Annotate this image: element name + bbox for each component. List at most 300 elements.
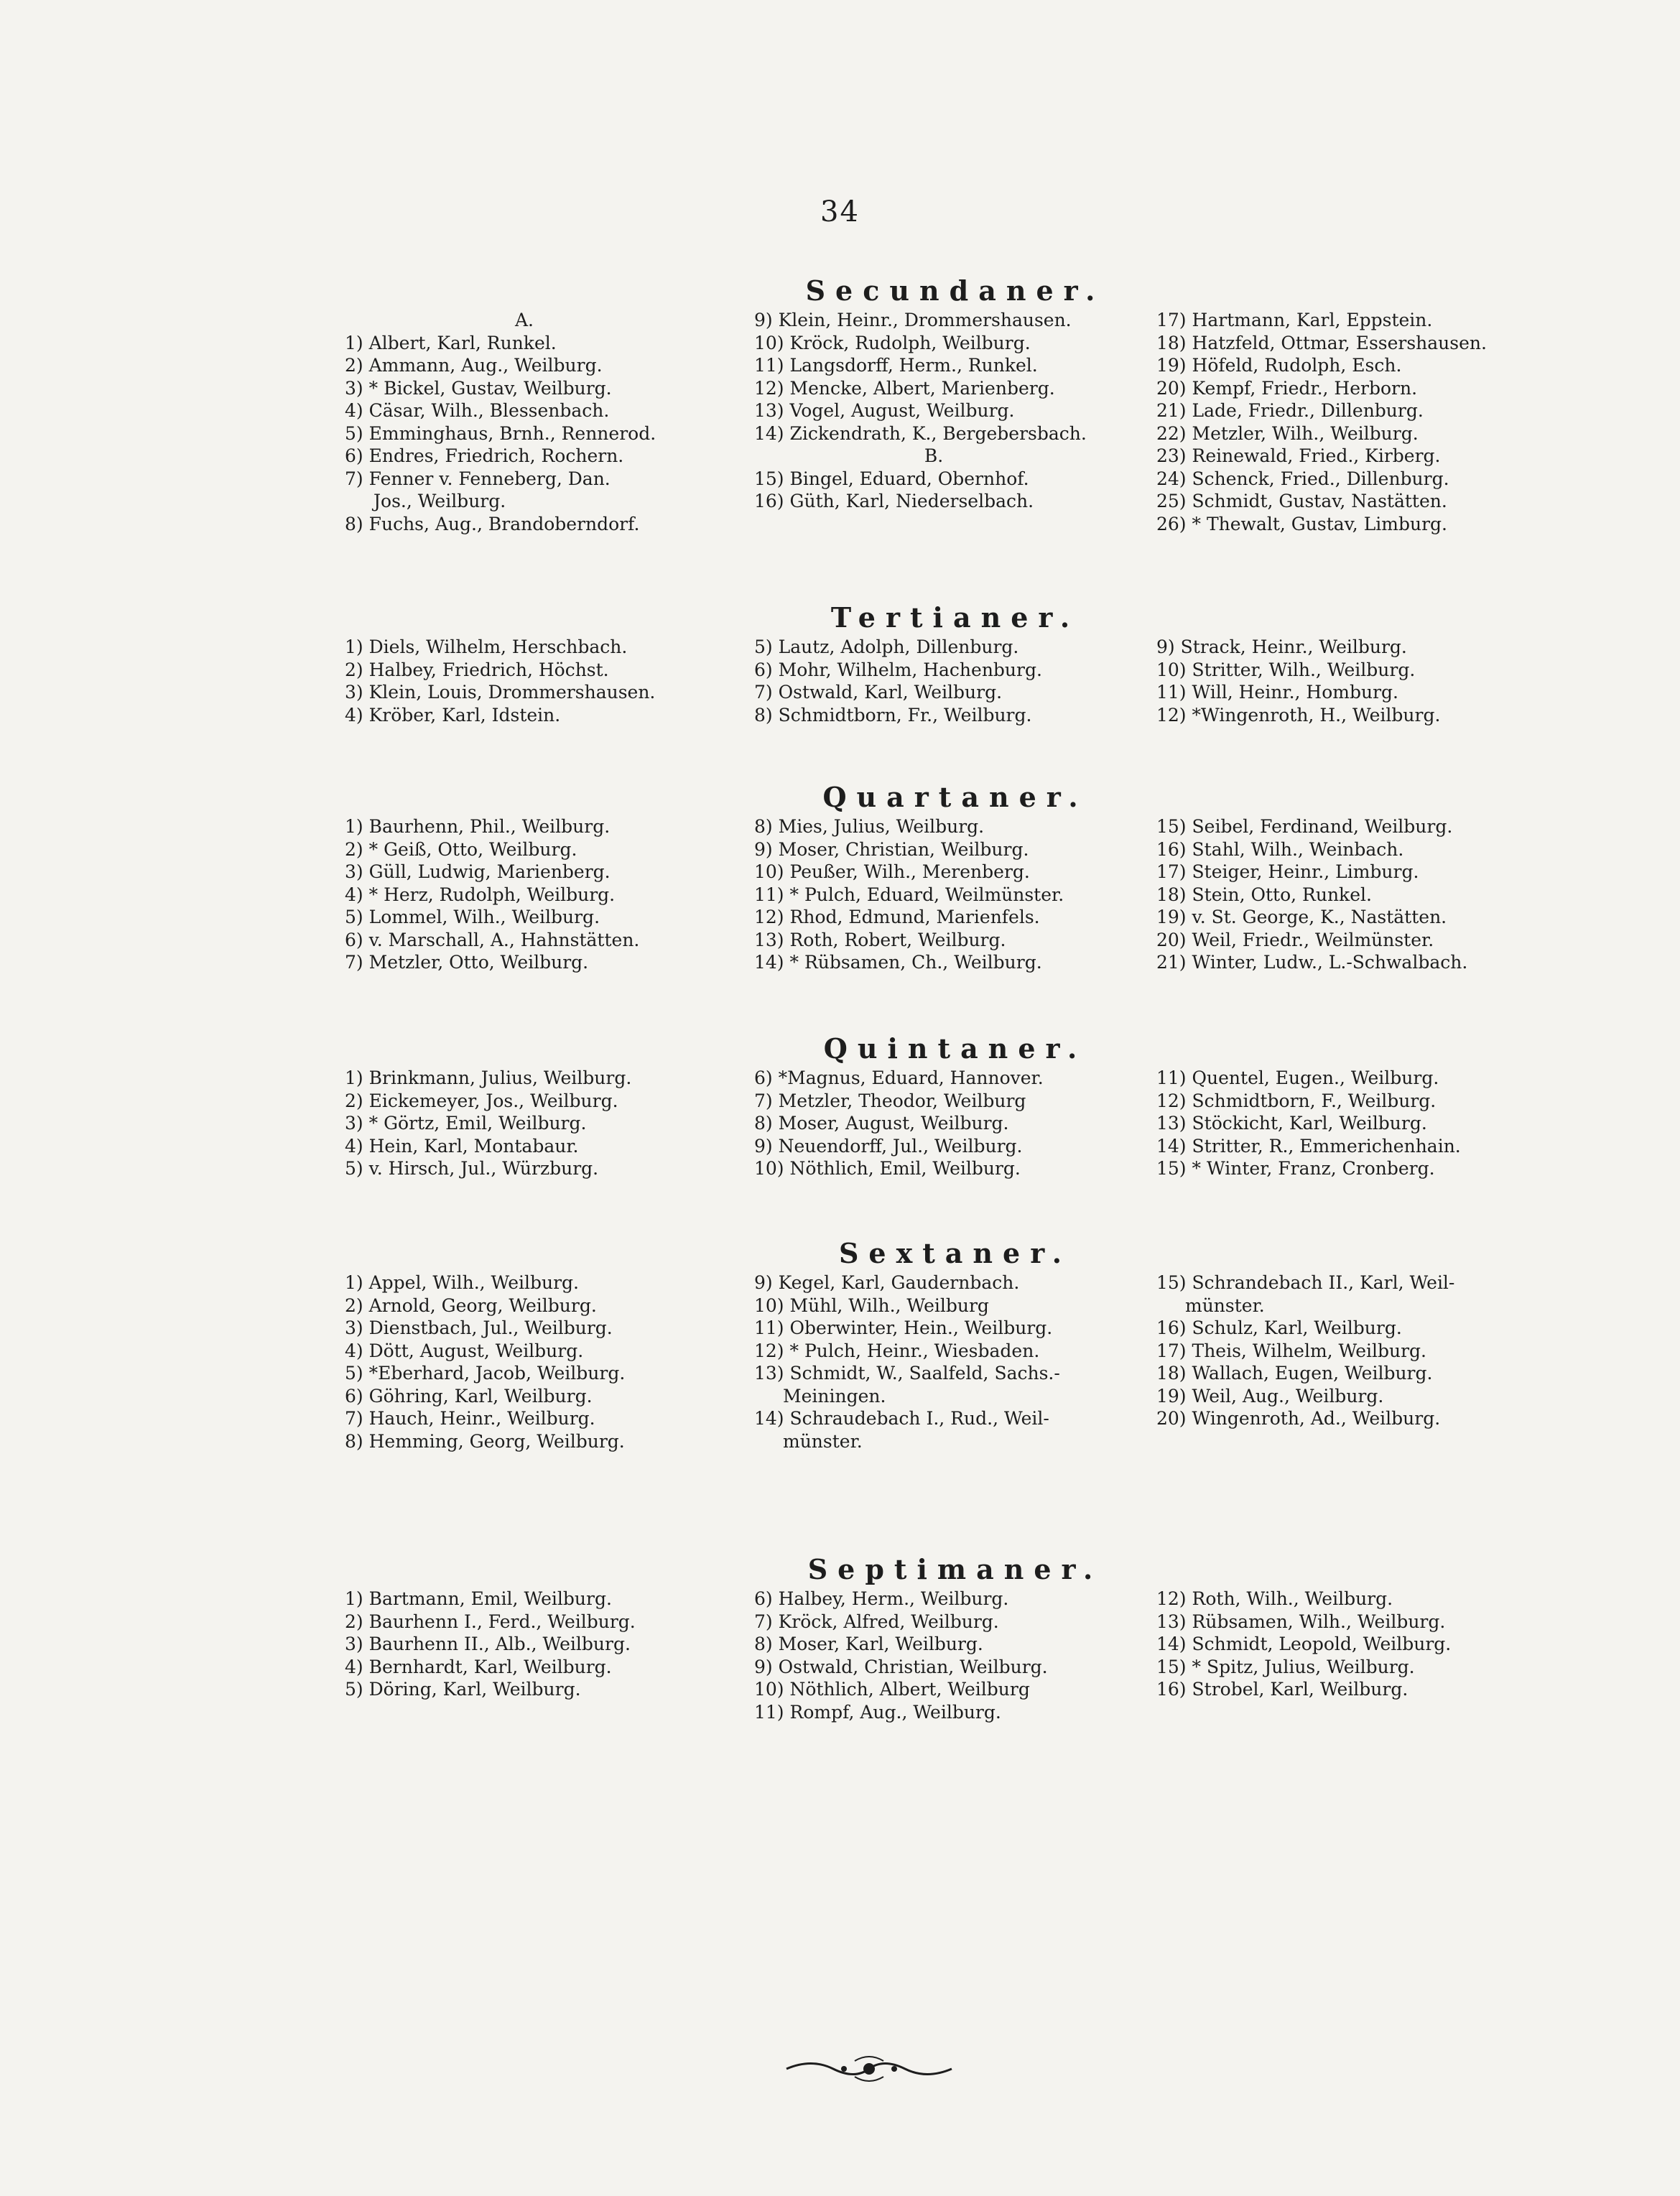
column-2 bbox=[754, 815, 1156, 974]
student-entry: Ammann, Aug., Weilburg. bbox=[368, 355, 603, 376]
item-number: 10) bbox=[754, 1158, 784, 1179]
item-number: 4) bbox=[345, 704, 363, 726]
list-item bbox=[345, 1090, 754, 1113]
student-entry: Mohr, Wilhelm, Hachenburg. bbox=[778, 659, 1042, 680]
list-item bbox=[754, 1588, 1156, 1611]
student-entry: Will, Heinr., Homburg. bbox=[1192, 682, 1398, 703]
student-entry: Baurhenn, Phil., Weilburg. bbox=[368, 816, 611, 837]
section-secundaner bbox=[345, 273, 1566, 535]
student-entry: Schulz, Karl, Weilburg. bbox=[1192, 1317, 1402, 1338]
list-item bbox=[345, 884, 754, 907]
item-number: 9) bbox=[754, 838, 773, 860]
student-entry: Stöckicht, Karl, Weilburg. bbox=[1192, 1113, 1427, 1134]
student-entry: Hemming, Georg, Weilburg. bbox=[368, 1430, 625, 1452]
item-number: 14) bbox=[1156, 1135, 1187, 1157]
student-entry: Schmidtborn, Fr., Weilburg. bbox=[778, 704, 1032, 726]
list-item bbox=[1156, 861, 1566, 884]
item-number: 16) bbox=[754, 491, 784, 511]
student-entry: * Rübsamen, Ch., Weilburg. bbox=[789, 952, 1042, 973]
list-item bbox=[1156, 332, 1566, 355]
list-item bbox=[1156, 1588, 1566, 1611]
student-entry: * Thewalt, Gustav, Limburg. bbox=[1192, 513, 1447, 534]
item-number: 26) bbox=[1156, 513, 1187, 534]
item-number: 7) bbox=[754, 1090, 773, 1111]
student-entry: Güll, Ludwig, Marienberg. bbox=[368, 861, 611, 882]
item-number: 15) bbox=[1156, 1656, 1187, 1677]
item-number: 10) bbox=[1156, 659, 1187, 680]
student-entry: Göhring, Karl, Weilburg. bbox=[368, 1385, 593, 1407]
student-entry: Langsdorff, Herm., Runkel. bbox=[789, 355, 1038, 376]
item-number: 13) bbox=[1156, 1113, 1187, 1134]
list-item bbox=[1156, 884, 1566, 907]
item-number: 20) bbox=[1156, 1408, 1187, 1429]
student-entry: Stritter, Wilh., Weilburg. bbox=[1192, 659, 1416, 680]
item-number: 20) bbox=[1156, 929, 1187, 950]
list-item-continuation bbox=[754, 1385, 1156, 1408]
item-number: 6) bbox=[754, 1588, 773, 1609]
student-entry: Baurhenn I., Ferd., Weilburg. bbox=[368, 1611, 636, 1632]
column-2 bbox=[754, 636, 1156, 726]
item-number: 21) bbox=[1156, 952, 1187, 973]
section-title: Quintaner. bbox=[823, 1032, 1087, 1065]
student-entry: Metzler, Theodor, Weilburg bbox=[778, 1090, 1026, 1111]
item-number: 13) bbox=[754, 929, 784, 950]
item-number: 10) bbox=[754, 861, 784, 882]
student-entry: Lautz, Adolph, Dillenburg. bbox=[778, 636, 1019, 657]
list-item bbox=[345, 704, 754, 727]
student-entry: Klein, Louis, Drommershausen. bbox=[368, 682, 656, 703]
section-sextaner bbox=[345, 1236, 1566, 1453]
item-number: 4) bbox=[345, 1135, 363, 1157]
student-entry: Hatzfeld, Ottmar, Essershausen. bbox=[1192, 332, 1487, 353]
item-number: 8) bbox=[345, 513, 363, 534]
item-number: 11) bbox=[754, 884, 784, 905]
list-item bbox=[1156, 422, 1566, 445]
continuation-text: Meiningen. bbox=[783, 1385, 886, 1407]
item-number: 9) bbox=[754, 1656, 773, 1677]
student-entry: Vogel, August, Weilburg. bbox=[789, 400, 1015, 421]
page-number: 34 bbox=[820, 195, 860, 228]
item-number: 12) bbox=[1156, 1090, 1187, 1111]
student-entry: Stein, Otto, Runkel. bbox=[1192, 884, 1372, 905]
section-title: Sextaner. bbox=[838, 1237, 1072, 1269]
item-number: 5) bbox=[754, 636, 773, 657]
item-number: 1) bbox=[345, 816, 363, 837]
student-entry: Diels, Wilhelm, Herschbach. bbox=[368, 636, 628, 657]
student-entry: Dött, August, Weilburg. bbox=[368, 1340, 584, 1361]
student-entry: Weil, Friedr., Weilmünster. bbox=[1192, 929, 1434, 950]
list-item bbox=[345, 1362, 754, 1385]
list-item bbox=[345, 1340, 754, 1363]
list-item bbox=[754, 815, 1156, 838]
list-item bbox=[754, 659, 1156, 682]
item-number: 15) bbox=[1156, 1158, 1187, 1179]
item-number: 11) bbox=[754, 355, 784, 376]
item-number: 14) bbox=[754, 952, 784, 973]
item-number: 17) bbox=[1156, 861, 1187, 882]
student-entry: * Pulch, Heinr., Wiesbaden. bbox=[789, 1340, 1040, 1361]
item-number: 4) bbox=[345, 1656, 363, 1677]
list-item bbox=[345, 636, 754, 659]
list-item bbox=[1156, 704, 1566, 727]
item-number: 3) bbox=[345, 1113, 363, 1134]
item-number: 2) bbox=[345, 1090, 363, 1111]
list-item bbox=[754, 490, 1156, 513]
student-entry: Wallach, Eugen, Weilburg. bbox=[1192, 1363, 1433, 1384]
item-number: 5) bbox=[345, 1679, 363, 1700]
list-item bbox=[754, 332, 1156, 355]
student-entry: Nöthlich, Albert, Weilburg bbox=[789, 1679, 1030, 1700]
list-item bbox=[1156, 1067, 1566, 1090]
student-entry: Lade, Friedr., Dillenburg. bbox=[1192, 400, 1424, 421]
student-entry: * Görtz, Emil, Weilburg. bbox=[368, 1113, 587, 1134]
item-number: 12) bbox=[1156, 704, 1187, 726]
student-entry: Klein, Heinr., Drommershausen. bbox=[778, 310, 1072, 330]
student-entry: Kröck, Alfred, Weilburg. bbox=[778, 1611, 999, 1632]
list-item bbox=[1156, 659, 1566, 682]
list-item bbox=[345, 838, 754, 861]
column-2 bbox=[754, 1588, 1156, 1723]
item-number: 16) bbox=[1156, 838, 1187, 860]
list-item bbox=[754, 309, 1156, 332]
list-item bbox=[345, 354, 754, 377]
list-item bbox=[754, 1135, 1156, 1158]
student-entry: Peußer, Wilh., Merenberg. bbox=[789, 861, 1030, 882]
item-number: 1) bbox=[345, 636, 363, 657]
list-item bbox=[1156, 490, 1566, 513]
student-entry: Schmidt, Leopold, Weilburg. bbox=[1192, 1634, 1452, 1654]
section-septimaner bbox=[345, 1552, 1566, 1723]
student-entry: *Wingenroth, H., Weilburg. bbox=[1192, 704, 1441, 726]
student-entry: Weil, Aug., Weilburg. bbox=[1192, 1385, 1384, 1407]
list-item bbox=[1156, 354, 1566, 377]
list-item bbox=[345, 1678, 754, 1701]
item-number: 2) bbox=[345, 1294, 363, 1316]
list-item bbox=[1156, 309, 1566, 332]
list-item bbox=[1156, 929, 1566, 952]
student-entry: Rompf, Aug., Weilburg. bbox=[789, 1701, 1001, 1723]
list-item bbox=[1156, 1157, 1566, 1180]
student-entry: Metzler, Otto, Weilburg. bbox=[368, 952, 589, 973]
section-columns bbox=[345, 1067, 1566, 1180]
item-number: 15) bbox=[1156, 1272, 1187, 1293]
list-item bbox=[1156, 1340, 1566, 1363]
list-item bbox=[754, 1157, 1156, 1180]
student-entry: Winter, Ludw., L.-Schwalbach. bbox=[1192, 952, 1468, 973]
item-number: 16) bbox=[1156, 1679, 1187, 1700]
section-columns bbox=[345, 815, 1566, 974]
item-number: 12) bbox=[754, 907, 784, 927]
item-number: 5) bbox=[345, 422, 363, 444]
student-entry: * Spitz, Julius, Weilburg. bbox=[1192, 1656, 1415, 1677]
item-number: 10) bbox=[754, 1294, 784, 1316]
student-entry: Strack, Heinr., Weilburg. bbox=[1180, 636, 1407, 657]
item-number: 3) bbox=[345, 1317, 363, 1338]
list-item bbox=[754, 1317, 1156, 1340]
list-item bbox=[1156, 1656, 1566, 1679]
student-entry: * Winter, Franz, Cronberg. bbox=[1192, 1158, 1435, 1179]
student-entry: Zickendrath, K., Bergebersbach. bbox=[789, 422, 1087, 444]
student-entry: Wingenroth, Ad., Weilburg. bbox=[1192, 1408, 1441, 1429]
list-item bbox=[754, 354, 1156, 377]
student-entry: Emminghaus, Brnh., Rennerod. bbox=[368, 422, 656, 444]
list-item bbox=[1156, 951, 1566, 974]
item-number: 1) bbox=[345, 1067, 363, 1088]
list-item bbox=[345, 1271, 754, 1294]
student-entry: Hartmann, Karl, Eppstein. bbox=[1192, 310, 1433, 330]
item-number: 7) bbox=[754, 682, 773, 703]
list-item bbox=[754, 1633, 1156, 1656]
student-entry: Moser, Christian, Weilburg. bbox=[778, 838, 1029, 860]
student-entry: Reinewald, Fried., Kirberg. bbox=[1192, 445, 1441, 466]
item-number: 10) bbox=[754, 332, 784, 353]
item-number: 8) bbox=[345, 1430, 363, 1452]
list-item bbox=[345, 861, 754, 884]
column-2 bbox=[754, 309, 1156, 535]
list-item bbox=[754, 704, 1156, 727]
item-number: 17) bbox=[1156, 1340, 1187, 1361]
student-entry: Hauch, Heinr., Weilburg. bbox=[368, 1408, 595, 1429]
student-entry: Fenner v. Fenneberg, Dan. bbox=[368, 468, 611, 489]
student-entry: Kegel, Karl, Gaudernbach. bbox=[778, 1272, 1020, 1293]
student-entry: Schrandebach II., Karl, Weil- bbox=[1192, 1272, 1455, 1293]
item-number: 7) bbox=[754, 1611, 773, 1632]
item-number: 6) bbox=[345, 929, 363, 950]
section-quartaner bbox=[345, 779, 1566, 974]
list-item bbox=[345, 445, 754, 468]
list-item bbox=[754, 681, 1156, 704]
column-1 bbox=[345, 1588, 754, 1723]
item-number: 15) bbox=[754, 468, 784, 489]
student-entry: Baurhenn II., Alb., Weilburg. bbox=[368, 1634, 631, 1654]
student-entry: Halbey, Herm., Weilburg. bbox=[778, 1588, 1009, 1609]
list-item bbox=[1156, 1271, 1566, 1294]
list-item bbox=[345, 1407, 754, 1430]
list-item bbox=[345, 951, 754, 974]
item-number: 6) bbox=[345, 445, 363, 466]
student-entry: Schraudebach I., Rud., Weil- bbox=[789, 1408, 1049, 1429]
list-item bbox=[754, 951, 1156, 974]
student-entry: Güth, Karl, Niederselbach. bbox=[789, 491, 1034, 511]
student-entry: Bartmann, Emil, Weilburg. bbox=[368, 1588, 612, 1609]
list-item bbox=[1156, 1678, 1566, 1701]
item-number: 3) bbox=[345, 377, 363, 399]
item-number: 11) bbox=[1156, 1067, 1187, 1088]
list-item bbox=[1156, 681, 1566, 704]
list-item bbox=[345, 332, 754, 355]
list-item bbox=[1156, 1112, 1566, 1135]
student-entry: Mühl, Wilh., Weilburg bbox=[789, 1294, 989, 1316]
item-number: 9) bbox=[754, 1272, 773, 1293]
student-entry: Bingel, Eduard, Obernhof. bbox=[789, 468, 1029, 489]
list-item bbox=[1156, 1407, 1566, 1430]
student-entry: * Geiß, Otto, Weilburg. bbox=[368, 838, 577, 860]
item-number: 12) bbox=[754, 1340, 784, 1361]
list-item bbox=[345, 1385, 754, 1408]
item-number: 21) bbox=[1156, 400, 1187, 421]
student-entry: * Pulch, Eduard, Weilmünster. bbox=[789, 884, 1064, 905]
list-item bbox=[754, 1112, 1156, 1135]
item-number: 2) bbox=[345, 838, 363, 860]
student-entry: *Eberhard, Jacob, Weilburg. bbox=[368, 1363, 626, 1384]
list-item bbox=[754, 1294, 1156, 1317]
item-number: 4) bbox=[345, 1340, 363, 1361]
student-entry: Neuendorff, Jul., Weilburg. bbox=[778, 1135, 1023, 1157]
student-entry: Döring, Karl, Weilburg. bbox=[368, 1679, 581, 1700]
student-entry: Ostwald, Karl, Weilburg. bbox=[778, 682, 1003, 703]
student-entry: Theis, Wilhelm, Weilburg. bbox=[1192, 1340, 1427, 1361]
student-entry: Höfeld, Rudolph, Esch. bbox=[1192, 355, 1402, 376]
student-entry: Halbey, Friedrich, Höchst. bbox=[368, 659, 609, 680]
list-item-continuation bbox=[1156, 1294, 1566, 1317]
student-entry: Rhod, Edmund, Marienfels. bbox=[789, 907, 1040, 927]
list-item bbox=[345, 659, 754, 682]
column-3 bbox=[1156, 815, 1566, 974]
list-item bbox=[754, 1407, 1156, 1430]
student-entry: Steiger, Heinr., Limburg. bbox=[1192, 861, 1419, 882]
student-entry: Roth, Wilh., Weilburg. bbox=[1192, 1588, 1393, 1609]
item-number: 8) bbox=[754, 816, 773, 837]
list-item bbox=[345, 1294, 754, 1317]
item-number: 11) bbox=[754, 1317, 784, 1338]
list-item bbox=[1156, 906, 1566, 929]
item-number: 2) bbox=[345, 355, 363, 376]
item-number: 8) bbox=[754, 1113, 773, 1134]
student-entry: Mencke, Albert, Marienberg. bbox=[789, 377, 1055, 399]
student-entry: Stahl, Wilh., Weinbach. bbox=[1192, 838, 1404, 860]
item-number: 19) bbox=[1156, 907, 1187, 927]
list-item bbox=[754, 1271, 1156, 1294]
student-entry: Stritter, R., Emmerichenhain. bbox=[1192, 1135, 1461, 1157]
item-number: 18) bbox=[1156, 884, 1187, 905]
section-quintaner bbox=[345, 1031, 1566, 1180]
item-number: 9) bbox=[754, 1135, 773, 1157]
list-item bbox=[345, 929, 754, 952]
continuation-text: Jos., Weilburg. bbox=[373, 491, 506, 511]
list-item bbox=[754, 1678, 1156, 1701]
list-item bbox=[1156, 445, 1566, 468]
item-number: 12) bbox=[754, 377, 784, 399]
list-item bbox=[345, 681, 754, 704]
item-number: 3) bbox=[345, 1634, 363, 1654]
item-number: 23) bbox=[1156, 445, 1187, 466]
item-number: 2) bbox=[345, 1611, 363, 1632]
item-number: 4) bbox=[345, 884, 363, 905]
student-entry: Quentel, Eugen., Weilburg. bbox=[1192, 1067, 1439, 1088]
section-title: Tertianer. bbox=[830, 601, 1080, 634]
student-entry: *Magnus, Eduard, Hannover. bbox=[778, 1067, 1044, 1088]
column-3 bbox=[1156, 1271, 1566, 1453]
list-item bbox=[754, 906, 1156, 929]
list-item bbox=[754, 929, 1156, 952]
list-item bbox=[1156, 838, 1566, 861]
section-columns bbox=[345, 309, 1566, 535]
section-columns bbox=[345, 1588, 1566, 1723]
item-number: 24) bbox=[1156, 468, 1187, 489]
item-number: 14) bbox=[754, 422, 784, 444]
list-item bbox=[1156, 636, 1566, 659]
list-item bbox=[1156, 377, 1566, 400]
item-number: 11) bbox=[1156, 682, 1187, 703]
column-1 bbox=[345, 1271, 754, 1453]
student-entry: Kröck, Rudolph, Weilburg. bbox=[789, 332, 1031, 353]
column-2 bbox=[754, 1067, 1156, 1180]
item-number: 2) bbox=[345, 659, 363, 680]
item-number: 5) bbox=[345, 907, 363, 927]
list-item bbox=[1156, 1611, 1566, 1634]
list-item bbox=[754, 636, 1156, 659]
item-number: 3) bbox=[345, 861, 363, 882]
list-item bbox=[345, 1112, 754, 1135]
student-entry: Dienstbach, Jul., Weilburg. bbox=[368, 1317, 613, 1338]
item-number: 12) bbox=[1156, 1588, 1187, 1609]
item-number: 10) bbox=[754, 1679, 784, 1700]
student-entry: Roth, Robert, Weilburg. bbox=[789, 929, 1006, 950]
item-number: 13) bbox=[754, 400, 784, 421]
list-item bbox=[345, 399, 754, 422]
student-entry: Kröber, Karl, Idstein. bbox=[368, 704, 561, 726]
item-number: 6) bbox=[754, 1067, 773, 1088]
student-entry: Hein, Karl, Montabaur. bbox=[368, 1135, 579, 1157]
item-number: 5) bbox=[345, 1363, 363, 1384]
item-number: 15) bbox=[1156, 816, 1187, 837]
list-item bbox=[1156, 1633, 1566, 1656]
list-item bbox=[1156, 1135, 1566, 1158]
list-item bbox=[345, 906, 754, 929]
item-number: 9) bbox=[1156, 636, 1175, 657]
list-item-continuation bbox=[345, 490, 754, 513]
list-item bbox=[754, 377, 1156, 400]
list-item bbox=[1156, 513, 1566, 536]
column-1 bbox=[345, 1067, 754, 1180]
student-entry: Seibel, Ferdinand, Weilburg. bbox=[1192, 816, 1453, 837]
list-item bbox=[754, 468, 1156, 491]
list-item bbox=[345, 468, 754, 491]
column-1 bbox=[345, 815, 754, 974]
student-entry: Endres, Friedrich, Rochern. bbox=[368, 445, 624, 466]
student-entry: Arnold, Georg, Weilburg. bbox=[368, 1294, 597, 1316]
item-number: 13) bbox=[754, 1363, 784, 1384]
list-item-continuation bbox=[754, 1430, 1156, 1453]
student-entry: Metzler, Wilh., Weilburg. bbox=[1192, 422, 1419, 444]
student-entry: v. Hirsch, Jul., Würzburg. bbox=[368, 1158, 599, 1179]
item-number: 22) bbox=[1156, 422, 1187, 444]
student-entry: Ostwald, Christian, Weilburg. bbox=[778, 1656, 1048, 1677]
item-number: 18) bbox=[1156, 332, 1187, 353]
item-number: 8) bbox=[754, 704, 773, 726]
section-tertianer bbox=[345, 600, 1566, 726]
student-entry: Oberwinter, Hein., Weilburg. bbox=[789, 1317, 1053, 1338]
list-item bbox=[345, 1317, 754, 1340]
student-entry: Appel, Wilh., Weilburg. bbox=[368, 1272, 580, 1293]
student-entry: Eickemeyer, Jos., Weilburg. bbox=[368, 1090, 618, 1111]
student-entry: Albert, Karl, Runkel. bbox=[368, 332, 557, 353]
student-entry: Schenck, Fried., Dillenburg. bbox=[1192, 468, 1449, 489]
item-number: 7) bbox=[345, 1408, 363, 1429]
continuation-text: münster. bbox=[1185, 1294, 1265, 1316]
list-item bbox=[1156, 815, 1566, 838]
student-entry: v. Marschall, A., Hahnstätten. bbox=[368, 929, 640, 950]
list-item bbox=[754, 1611, 1156, 1634]
student-entry: Moser, August, Weilburg. bbox=[778, 1113, 1009, 1134]
item-number: 8) bbox=[754, 1634, 773, 1654]
list-item bbox=[345, 815, 754, 838]
item-number: 1) bbox=[345, 1272, 363, 1293]
item-number: 13) bbox=[1156, 1611, 1187, 1632]
student-entry: Schmidt, Gustav, Nastätten. bbox=[1192, 491, 1447, 511]
decorative-fleuron-icon bbox=[783, 2051, 955, 2087]
list-item bbox=[345, 1157, 754, 1180]
